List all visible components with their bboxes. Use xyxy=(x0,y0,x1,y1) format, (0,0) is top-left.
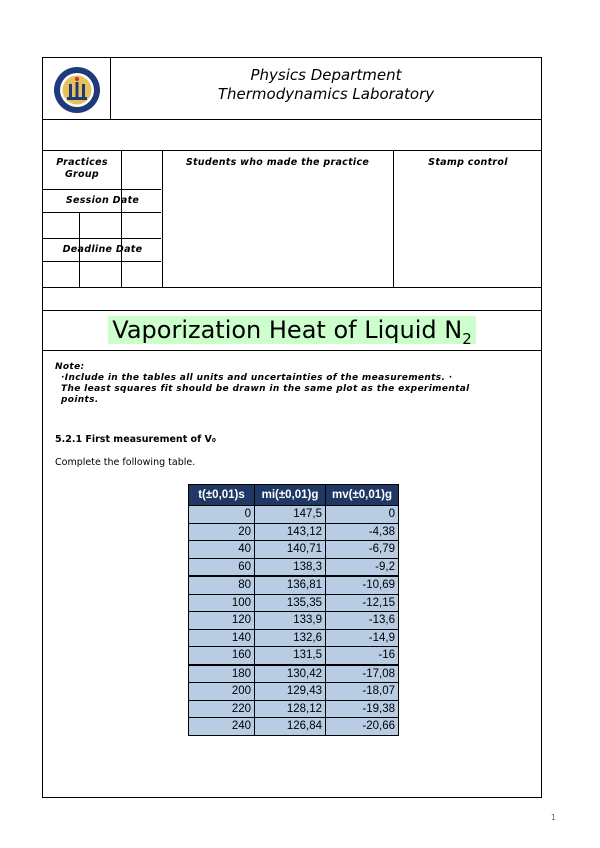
divider xyxy=(43,119,541,120)
table-row xyxy=(189,700,399,718)
measurement-table xyxy=(188,484,399,736)
laboratory-name: Thermodynamics Laboratory xyxy=(217,85,435,103)
table-cell-mi: 140,71 xyxy=(255,541,326,559)
table-header-row xyxy=(189,485,399,506)
table-cell-t: 220 xyxy=(189,700,255,718)
table-cell-mv: -20,66 xyxy=(326,718,399,736)
table-cell-t: 180 xyxy=(189,665,255,683)
note-line: points. xyxy=(61,395,99,405)
table-cell-mv: -18,07 xyxy=(326,683,399,701)
divider xyxy=(43,150,541,151)
divider xyxy=(43,310,541,311)
table-cell-mv: -17,08 xyxy=(326,665,399,683)
table-cell-mv: -19,38 xyxy=(326,700,399,718)
table-cell-t: 80 xyxy=(189,576,255,594)
practices-group-label xyxy=(43,157,121,181)
table-cell-mi: 135,35 xyxy=(255,594,326,612)
section-instruction: Complete the following table. xyxy=(55,457,196,468)
grid-line xyxy=(43,238,161,239)
note-line: The least squares fit should be drawn in the same plot as the experimental xyxy=(61,384,470,394)
note-line: ·Include in the tables all units and uncertainties of the measurements. · xyxy=(61,373,453,383)
table-cell-t: 200 xyxy=(189,683,255,701)
table-row xyxy=(189,683,399,701)
table-cell-mi: 143,12 xyxy=(255,523,326,541)
table-cell-t: 140 xyxy=(189,629,255,647)
university-seal-icon xyxy=(53,66,101,114)
table-cell-t: 160 xyxy=(189,647,255,665)
table-row xyxy=(189,576,399,594)
note-block xyxy=(55,362,470,406)
table-row xyxy=(189,718,399,736)
header-title xyxy=(111,66,541,104)
table-row xyxy=(189,541,399,559)
table-cell-mv: -13,6 xyxy=(326,612,399,630)
table-cell-t: 100 xyxy=(189,594,255,612)
table-row xyxy=(189,506,399,524)
table-cell-t: 0 xyxy=(189,506,255,524)
grid-line xyxy=(43,261,161,262)
table-cell-mi: 131,5 xyxy=(255,647,326,665)
grid-line xyxy=(43,189,161,190)
table-cell-mv: -16 xyxy=(326,647,399,665)
table-cell-mi: 128,12 xyxy=(255,700,326,718)
practices-group-line2: Group xyxy=(64,169,100,180)
divider xyxy=(43,350,541,351)
table-cell-mi: 147,5 xyxy=(255,506,326,524)
title-subscript: 2 xyxy=(462,329,472,348)
section-heading: 5.2.1 First measurement of V₀ xyxy=(55,434,217,445)
table-row xyxy=(189,647,399,665)
grid-line xyxy=(393,150,394,287)
divider xyxy=(43,287,541,288)
report-frame xyxy=(42,57,542,798)
column-header: t(±0,01)s xyxy=(189,485,255,506)
page-number: 1 xyxy=(550,813,556,822)
table-cell-mv: -4,38 xyxy=(326,523,399,541)
deadline-date-label: Deadline Date xyxy=(62,244,143,255)
table-cell-mi: 138,3 xyxy=(255,558,326,576)
table-row xyxy=(189,665,399,683)
session-date-label: Session Date xyxy=(65,195,140,206)
table-row xyxy=(189,612,399,630)
table-cell-mi: 136,81 xyxy=(255,576,326,594)
title-highlight xyxy=(108,316,475,348)
table-cell-mi: 133,9 xyxy=(255,612,326,630)
column-header: mv(±0,01)g xyxy=(326,485,399,506)
note-label: Note: xyxy=(55,362,85,372)
grid-line xyxy=(162,150,163,287)
table-cell-t: 120 xyxy=(189,612,255,630)
practices-group-line1: Practices xyxy=(56,157,108,168)
table-row xyxy=(189,594,399,612)
title-text: Vaporization Heat of Liquid N xyxy=(112,316,463,344)
table-row xyxy=(189,629,399,647)
table-cell-mi: 130,42 xyxy=(255,665,326,683)
table-cell-t: 60 xyxy=(189,558,255,576)
students-label: Students who made the practice xyxy=(185,157,370,168)
column-header: mi(±0,01)g xyxy=(255,485,326,506)
table-cell-mi: 132,6 xyxy=(255,629,326,647)
table-cell-t: 20 xyxy=(189,523,255,541)
table-cell-t: 240 xyxy=(189,718,255,736)
stamp-control-label: Stamp control xyxy=(428,157,508,168)
table-cell-mv: -12,15 xyxy=(326,594,399,612)
table-cell-mv: -10,69 xyxy=(326,576,399,594)
table-cell-mv: -6,79 xyxy=(326,541,399,559)
grid-line xyxy=(121,150,122,287)
table-cell-mv: -14,9 xyxy=(326,629,399,647)
table-cell-mi: 129,43 xyxy=(255,683,326,701)
department-name: Physics Department xyxy=(250,66,402,84)
table-row xyxy=(189,523,399,541)
table-cell-t: 40 xyxy=(189,541,255,559)
table-cell-mi: 126,84 xyxy=(255,718,326,736)
grid-line xyxy=(43,212,161,213)
table-cell-mv: -9,2 xyxy=(326,558,399,576)
page-title xyxy=(43,316,541,348)
table-row xyxy=(189,558,399,576)
table-cell-mv: 0 xyxy=(326,506,399,524)
